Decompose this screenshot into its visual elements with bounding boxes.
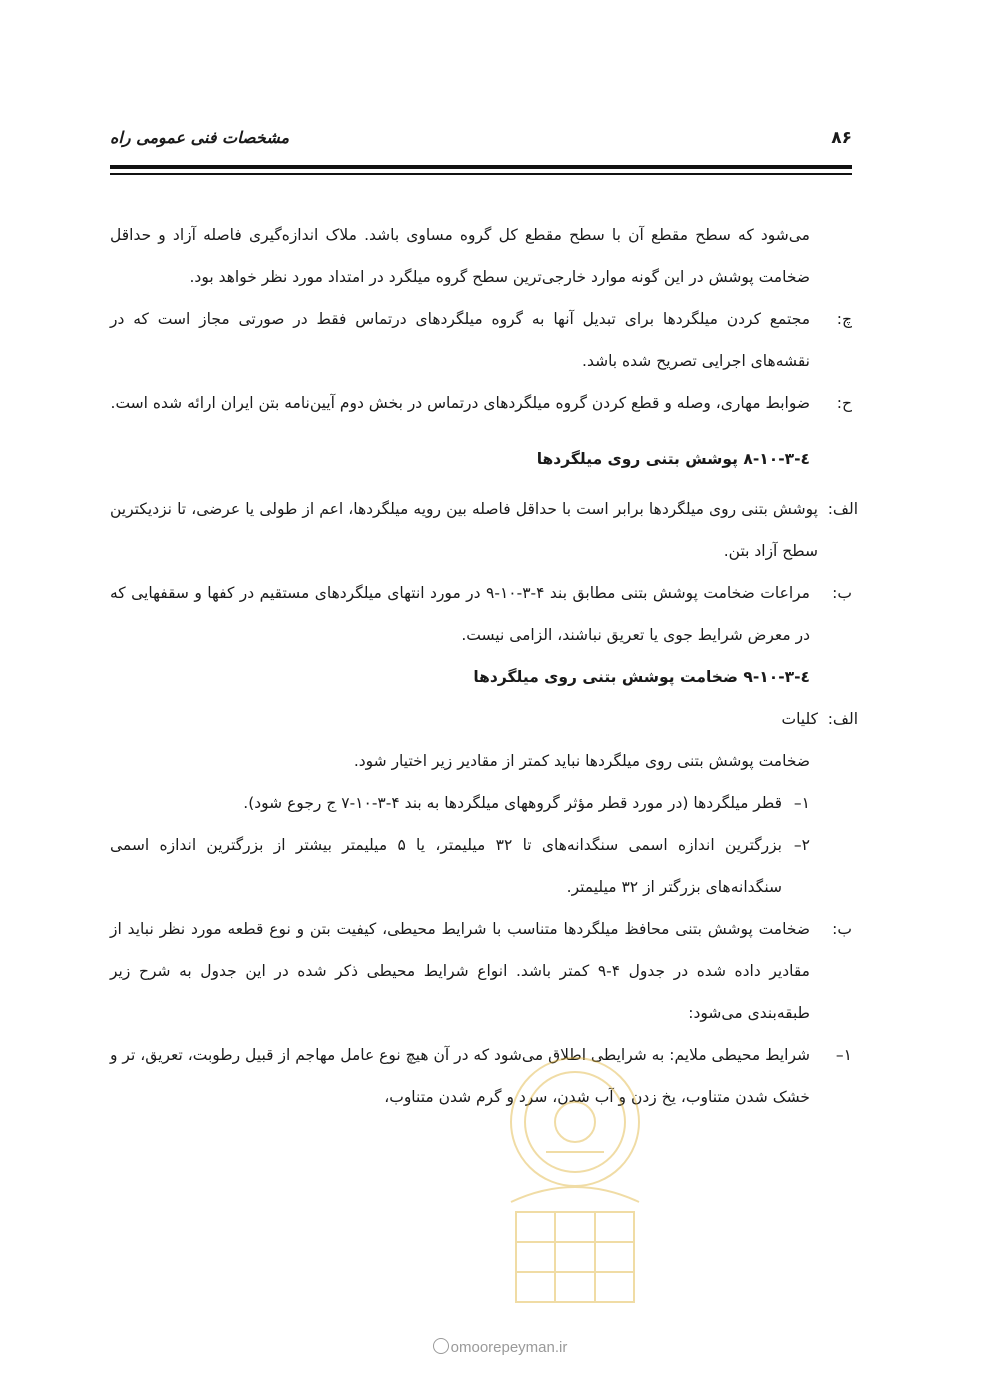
section-heading-9: ٤-٣-١٠-٩ ضخامت پوشش بتنی روی میلگردها — [473, 668, 810, 686]
item-text: شرایط محیطی ملایم: به شرایطی اطلاق می‌شود که در آن هیچ نوع عامل مهاجم از قبیل رطوبت، تعریق، تر و خشک شدن متناوب، یخ زدن و آب شدن، سرد و گرم شدن متناوب، — [110, 1046, 810, 1106]
watermark-site — [400, 1338, 600, 1356]
sub-item-marker: ۲– — [793, 836, 810, 854]
item-marker: الف: — [827, 500, 858, 518]
item-marker: چ: — [836, 310, 852, 328]
item-text: ضخامت پوشش بتنی محافظ میلگردها متناسب با شرایط محیطی، کیفیت بتن و نوع قطعه مورد نظر نباید از مقادیر داده شده در جدول ۴-۹ کمتر باشد. انواع شرایط محیطی ذکر شده در این جدول به شرح زیر طبقه‌بندی می‌شود: — [110, 920, 810, 1022]
section-heading-8: ٤-٣-١٠-٨ پوشش بتنی روی میلگردها — [536, 450, 810, 468]
page-number: ۸۶ — [831, 128, 852, 148]
list-item-env-1 — [110, 1034, 852, 1118]
list-item-he — [110, 382, 852, 424]
sub-item-2 — [110, 824, 852, 908]
header-rule-thick — [110, 165, 852, 169]
item-marker: ح: — [836, 394, 852, 412]
item-text: ضوابط مهاری، وصله و قطع کردن گروه میلگردهای درتماس در بخش دوم آیین‌نامه بتن ایران ارائه شده است. — [110, 394, 810, 412]
item-marker: ۱– — [835, 1046, 852, 1064]
at-sign-icon — [433, 1338, 449, 1354]
item-marker: ب: — [832, 920, 852, 938]
intro-paragraph: می‌شود که سطح مقطع آن با سطح مقطع کل گروه مساوی باشد. ملاک اندازه‌گیری فاصله آزاد و حداقل ضخامت پوشش در این گونه موارد خارجی‌ترین سطح گروه میلگرد در امتداد مورد نظر خواهد بود. — [110, 226, 810, 286]
header-rule-thin — [110, 173, 852, 175]
page-header — [110, 124, 852, 152]
list-item-be-cover — [110, 908, 852, 1034]
sub-item-1 — [110, 782, 852, 824]
running-title: مشخصات فنی عمومی راه — [110, 128, 290, 147]
item-text: پوشش بتنی روی میلگردها برابر است با حداقل فاصله بین رویه میلگردها، اعم از طولی یا عرضی، تا نزدیکترین سطح آزاد بتن. — [110, 500, 818, 560]
list-item-che — [110, 298, 852, 382]
item-text: مجتمع کردن میلگردها برای تبدیل آنها به گروه میلگردهای درتماس فقط در صورتی مجاز است که در نقشه‌های اجرایی تصریح شده باشد. — [110, 310, 810, 370]
sub-item-marker: ۱– — [793, 794, 810, 812]
list-item-be — [110, 572, 852, 656]
general-paragraph: ضخامت پوشش بتنی روی میلگردها نباید کمتر از مقادیر زیر اختیار شود. — [353, 752, 810, 770]
item-text: مراعات ضخامت پوشش بتنی مطابق بند ۴-۳-۱۰-۹ در مورد انتهای میلگردهای مستقیم در کفها و سقفهایی که در معرض شرایط جوی یا تعریق نباشند، الزامی نیست. — [110, 584, 810, 644]
site-label: omoorepeyman.ir — [450, 1339, 568, 1356]
sub-item-text: قطر میلگردها (در مورد قطر مؤثر گروههای میلگردها به بند ۴-۳-۱۰-۷ ج رجوع شود). — [243, 794, 782, 812]
item-marker: الف: — [827, 710, 858, 728]
item-label: کلیات — [781, 710, 818, 728]
body-text — [110, 214, 858, 1118]
item-marker: ب: — [832, 584, 852, 602]
sub-item-text: بزرگترین اندازه اسمی سنگدانه‌های تا ۳۲ میلیمتر، یا ۵ میلیمتر بیشتر از بزرگترین اندازه اسمی سنگدانه‌های بزرگتر از ۳۲ میلیمتر. — [110, 836, 782, 896]
list-item-alef-general — [110, 698, 858, 740]
list-item-alef — [110, 488, 858, 572]
